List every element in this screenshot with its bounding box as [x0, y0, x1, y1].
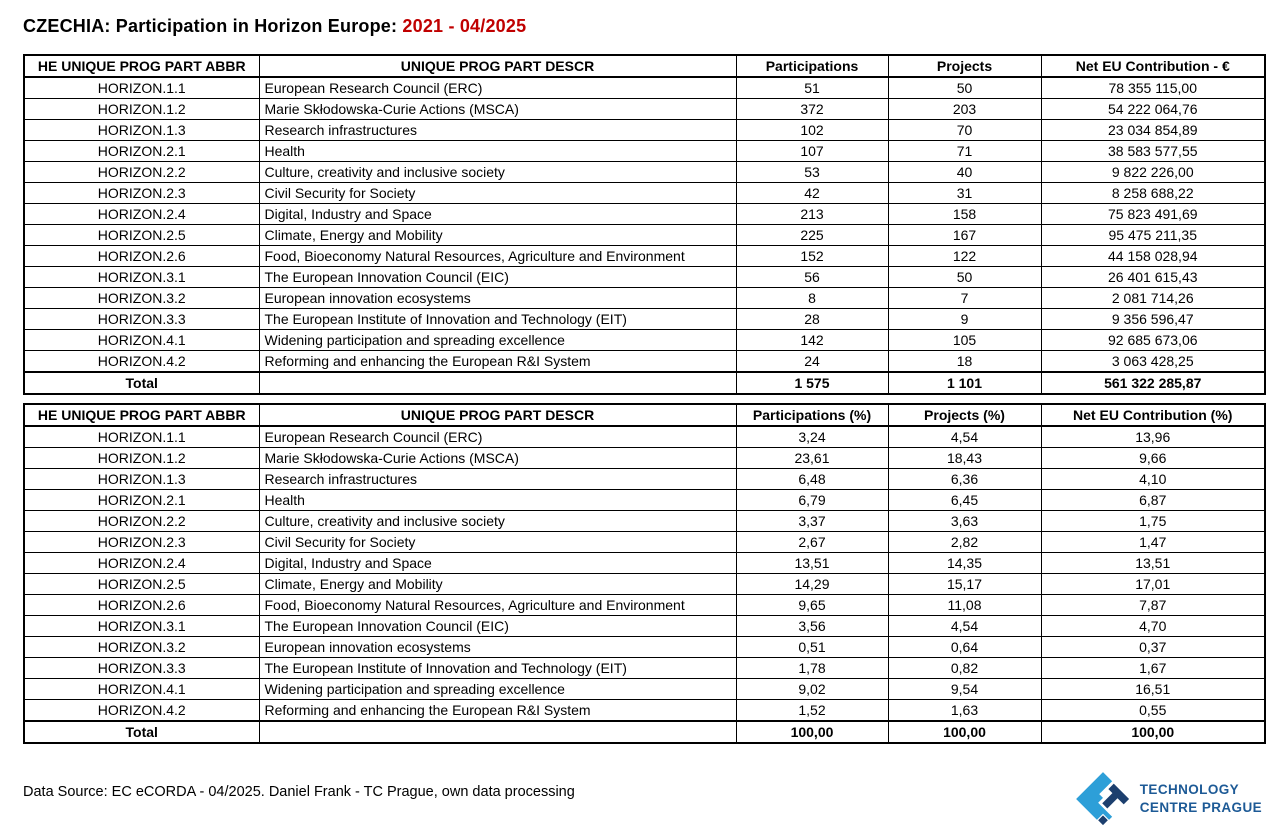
value-cell: 9 356 596,47 [1041, 309, 1265, 330]
table-row [24, 511, 1265, 532]
page-title-period: 2021 - 04/2025 [402, 16, 527, 36]
header-row [24, 55, 1265, 77]
descr-cell: The European Institute of Innovation and Technology (EIT) [259, 309, 736, 330]
value-cell: 152 [736, 246, 888, 267]
value-cell: 8 258 688,22 [1041, 183, 1265, 204]
table-body [24, 77, 1265, 394]
table-row [24, 700, 1265, 722]
table-row [24, 426, 1265, 448]
value-cell: 9,54 [888, 679, 1041, 700]
table-row [24, 162, 1265, 183]
abbr-cell: HORIZON.1.1 [24, 426, 259, 448]
table-body [24, 426, 1265, 743]
abbr-cell: HORIZON.1.2 [24, 99, 259, 120]
header-row [24, 404, 1265, 426]
descr-cell: Marie Skłodowska-Curie Actions (MSCA) [259, 448, 736, 469]
value-cell: 158 [888, 204, 1041, 225]
descr-cell: European innovation ecosystems [259, 288, 736, 309]
descr-cell: Widening participation and spreading excellence [259, 330, 736, 351]
total-value-cell: 1 575 [736, 372, 888, 394]
value-cell: 0,55 [1041, 700, 1265, 722]
descr-cell: Research infrastructures [259, 469, 736, 490]
abbr-cell: HORIZON.1.3 [24, 469, 259, 490]
total-value-cell: 100,00 [736, 721, 888, 743]
value-cell: 70 [888, 120, 1041, 141]
abbr-cell: HORIZON.3.3 [24, 309, 259, 330]
table-row [24, 469, 1265, 490]
descr-cell: European Research Council (ERC) [259, 426, 736, 448]
tc-prague-logo [1076, 772, 1262, 826]
value-cell: 44 158 028,94 [1041, 246, 1265, 267]
table-row [24, 553, 1265, 574]
descr-cell: Climate, Energy and Mobility [259, 574, 736, 595]
table-row [24, 637, 1265, 658]
descr-cell: The European Innovation Council (EIC) [259, 267, 736, 288]
table-row [24, 77, 1265, 99]
abbr-cell: HORIZON.1.2 [24, 448, 259, 469]
column-header: Projects (%) [888, 404, 1041, 426]
table-row [24, 330, 1265, 351]
descr-cell: Climate, Energy and Mobility [259, 225, 736, 246]
descr-cell: Civil Security for Society [259, 532, 736, 553]
table-row [24, 490, 1265, 511]
column-header: UNIQUE PROG PART DESCR [259, 55, 736, 77]
column-header: HE UNIQUE PROG PART ABBR [24, 55, 259, 77]
value-cell: 102 [736, 120, 888, 141]
column-header: HE UNIQUE PROG PART ABBR [24, 404, 259, 426]
value-cell: 13,51 [736, 553, 888, 574]
table-row [24, 288, 1265, 309]
value-cell: 3,24 [736, 426, 888, 448]
total-value-cell: 1 101 [888, 372, 1041, 394]
abbr-cell: HORIZON.2.6 [24, 246, 259, 267]
abbr-cell: HORIZON.4.2 [24, 700, 259, 722]
value-cell: 95 475 211,35 [1041, 225, 1265, 246]
value-cell: 9 822 226,00 [1041, 162, 1265, 183]
abbr-cell: HORIZON.2.1 [24, 490, 259, 511]
total-label-cell: Total [24, 721, 259, 743]
abbr-cell: HORIZON.1.1 [24, 77, 259, 99]
value-cell: 40 [888, 162, 1041, 183]
value-cell: 11,08 [888, 595, 1041, 616]
value-cell: 56 [736, 267, 888, 288]
table-row [24, 225, 1265, 246]
value-cell: 28 [736, 309, 888, 330]
value-cell: 13,51 [1041, 553, 1265, 574]
logo-text-line1: TECHNOLOGY [1139, 782, 1240, 798]
value-cell: 4,54 [888, 616, 1041, 637]
descr-cell: The European Institute of Innovation and Technology (EIT) [259, 658, 736, 679]
table-row [24, 141, 1265, 162]
value-cell: 24 [736, 351, 888, 373]
value-cell: 23,61 [736, 448, 888, 469]
value-cell: 6,36 [888, 469, 1041, 490]
total-row [24, 721, 1265, 743]
logo-text-line2: CENTRE PRAGUE [1139, 800, 1262, 815]
value-cell: 71 [888, 141, 1041, 162]
descr-cell: Civil Security for Society [259, 183, 736, 204]
value-cell: 9 [888, 309, 1041, 330]
value-cell: 50 [888, 77, 1041, 99]
value-cell: 18,43 [888, 448, 1041, 469]
value-cell: 122 [888, 246, 1041, 267]
total-value-cell [259, 372, 736, 394]
abbr-cell: HORIZON.2.5 [24, 574, 259, 595]
abbr-cell: HORIZON.1.3 [24, 120, 259, 141]
table-row [24, 679, 1265, 700]
abbr-cell: HORIZON.2.3 [24, 532, 259, 553]
abbr-cell: HORIZON.4.2 [24, 351, 259, 373]
value-cell: 9,66 [1041, 448, 1265, 469]
abbr-cell: HORIZON.2.6 [24, 595, 259, 616]
value-cell: 7,87 [1041, 595, 1265, 616]
value-cell: 54 222 064,76 [1041, 99, 1265, 120]
tc-prague-logo-icon [1076, 772, 1130, 826]
descr-cell: European innovation ecosystems [259, 637, 736, 658]
value-cell: 0,51 [736, 637, 888, 658]
abbr-cell: HORIZON.3.3 [24, 658, 259, 679]
value-cell: 17,01 [1041, 574, 1265, 595]
value-cell: 372 [736, 99, 888, 120]
descr-cell: Culture, creativity and inclusive society [259, 511, 736, 532]
total-value-cell: 561 322 285,87 [1041, 372, 1265, 394]
descr-cell: Food, Bioeconomy Natural Resources, Agriculture and Environment [259, 246, 736, 267]
table-row [24, 99, 1265, 120]
value-cell: 23 034 854,89 [1041, 120, 1265, 141]
abbr-cell: HORIZON.2.3 [24, 183, 259, 204]
descr-cell: Reforming and enhancing the European R&I System [259, 351, 736, 373]
value-cell: 9,65 [736, 595, 888, 616]
value-cell: 167 [888, 225, 1041, 246]
descr-cell: Marie Skłodowska-Curie Actions (MSCA) [259, 99, 736, 120]
value-cell: 203 [888, 99, 1041, 120]
abbr-cell: HORIZON.2.4 [24, 553, 259, 574]
value-cell: 92 685 673,06 [1041, 330, 1265, 351]
table-header [24, 404, 1265, 426]
data-source-note: Data Source: EC eCORDA - 04/2025. Daniel Frank - TC Prague, own data processing [23, 784, 575, 800]
page-footer [23, 772, 1264, 826]
value-cell: 142 [736, 330, 888, 351]
value-cell: 4,70 [1041, 616, 1265, 637]
page-title-text: CZECHIA: Participation in Horizon Europe: [23, 16, 398, 36]
table-row [24, 246, 1265, 267]
value-cell: 13,96 [1041, 426, 1265, 448]
abbr-cell: HORIZON.2.4 [24, 204, 259, 225]
value-cell: 2 081 714,26 [1041, 288, 1265, 309]
value-cell: 107 [736, 141, 888, 162]
value-cell: 75 823 491,69 [1041, 204, 1265, 225]
value-cell: 105 [888, 330, 1041, 351]
descr-cell: European Research Council (ERC) [259, 77, 736, 99]
table-row [24, 309, 1265, 330]
value-cell: 4,10 [1041, 469, 1265, 490]
value-cell: 6,48 [736, 469, 888, 490]
table-row [24, 351, 1265, 373]
column-header: Projects [888, 55, 1041, 77]
value-cell: 225 [736, 225, 888, 246]
value-cell: 8 [736, 288, 888, 309]
value-cell: 0,82 [888, 658, 1041, 679]
total-value-cell [259, 721, 736, 743]
value-cell: 1,78 [736, 658, 888, 679]
value-cell: 3 063 428,25 [1041, 351, 1265, 373]
abbr-cell: HORIZON.3.2 [24, 637, 259, 658]
value-cell: 213 [736, 204, 888, 225]
abbr-cell: HORIZON.2.2 [24, 511, 259, 532]
value-cell: 1,63 [888, 700, 1041, 722]
value-cell: 6,79 [736, 490, 888, 511]
descr-cell: Digital, Industry and Space [259, 204, 736, 225]
table-row [24, 532, 1265, 553]
value-cell: 14,29 [736, 574, 888, 595]
table-row [24, 183, 1265, 204]
value-cell: 1,67 [1041, 658, 1265, 679]
value-cell: 6,45 [888, 490, 1041, 511]
abbr-cell: HORIZON.4.1 [24, 679, 259, 700]
column-header: Net EU Contribution (%) [1041, 404, 1265, 426]
value-cell: 78 355 115,00 [1041, 77, 1265, 99]
value-cell: 2,67 [736, 532, 888, 553]
value-cell: 3,56 [736, 616, 888, 637]
descr-cell: Culture, creativity and inclusive society [259, 162, 736, 183]
table-row [24, 267, 1265, 288]
abbr-cell: HORIZON.3.1 [24, 267, 259, 288]
column-header: Net EU Contribution - € [1041, 55, 1265, 77]
table-row [24, 120, 1265, 141]
descr-cell: Health [259, 141, 736, 162]
value-cell: 42 [736, 183, 888, 204]
column-header: UNIQUE PROG PART DESCR [259, 404, 736, 426]
table-row [24, 595, 1265, 616]
descr-cell: Reforming and enhancing the European R&I System [259, 700, 736, 722]
abbr-cell: HORIZON.2.1 [24, 141, 259, 162]
table-row [24, 204, 1265, 225]
value-cell: 9,02 [736, 679, 888, 700]
table-row [24, 616, 1265, 637]
column-header: Participations [736, 55, 888, 77]
page-title [23, 16, 1264, 37]
value-cell: 1,47 [1041, 532, 1265, 553]
value-cell: 3,37 [736, 511, 888, 532]
value-cell: 26 401 615,43 [1041, 267, 1265, 288]
total-label-cell: Total [24, 372, 259, 394]
descr-cell: Widening participation and spreading excellence [259, 679, 736, 700]
value-cell: 3,63 [888, 511, 1041, 532]
abbr-cell: HORIZON.3.1 [24, 616, 259, 637]
table-row [24, 574, 1265, 595]
value-cell: 1,52 [736, 700, 888, 722]
value-cell: 51 [736, 77, 888, 99]
value-cell: 16,51 [1041, 679, 1265, 700]
value-cell: 38 583 577,55 [1041, 141, 1265, 162]
tc-prague-logo-text [1140, 781, 1262, 816]
table-header [24, 55, 1265, 77]
abbr-cell: HORIZON.4.1 [24, 330, 259, 351]
participation-table-percent [23, 403, 1266, 744]
value-cell: 31 [888, 183, 1041, 204]
descr-cell: Health [259, 490, 736, 511]
value-cell: 0,37 [1041, 637, 1265, 658]
total-row [24, 372, 1265, 394]
abbr-cell: HORIZON.3.2 [24, 288, 259, 309]
value-cell: 53 [736, 162, 888, 183]
table-row [24, 448, 1265, 469]
value-cell: 6,87 [1041, 490, 1265, 511]
total-value-cell: 100,00 [888, 721, 1041, 743]
value-cell: 15,17 [888, 574, 1041, 595]
value-cell: 0,64 [888, 637, 1041, 658]
total-value-cell: 100,00 [1041, 721, 1265, 743]
value-cell: 7 [888, 288, 1041, 309]
column-header: Participations (%) [736, 404, 888, 426]
value-cell: 4,54 [888, 426, 1041, 448]
descr-cell: Digital, Industry and Space [259, 553, 736, 574]
table-row [24, 658, 1265, 679]
value-cell: 50 [888, 267, 1041, 288]
abbr-cell: HORIZON.2.2 [24, 162, 259, 183]
participation-table-absolute [23, 54, 1266, 395]
descr-cell: Food, Bioeconomy Natural Resources, Agriculture and Environment [259, 595, 736, 616]
abbr-cell: HORIZON.2.5 [24, 225, 259, 246]
value-cell: 1,75 [1041, 511, 1265, 532]
descr-cell: The European Innovation Council (EIC) [259, 616, 736, 637]
value-cell: 14,35 [888, 553, 1041, 574]
value-cell: 18 [888, 351, 1041, 373]
value-cell: 2,82 [888, 532, 1041, 553]
descr-cell: Research infrastructures [259, 120, 736, 141]
